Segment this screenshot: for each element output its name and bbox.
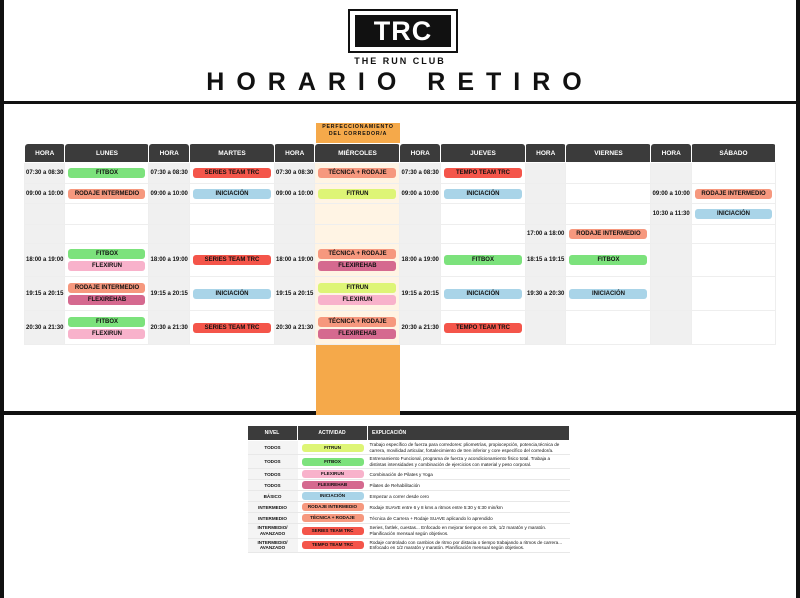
legend-actividad bbox=[298, 469, 368, 480]
wednesday-note: PERFECCIONAMIENTO DEL CORREDOR/A bbox=[322, 124, 394, 137]
class-cell bbox=[315, 277, 400, 311]
class-cell bbox=[65, 311, 149, 345]
legend-nivel: INTERMEDIO/ AVANZADO bbox=[248, 524, 298, 538]
class-cell bbox=[691, 204, 775, 225]
class-cell bbox=[566, 204, 651, 225]
class-cell bbox=[65, 204, 149, 225]
class-pill-flexirehab[interactable]: FLEXIREHAB bbox=[318, 261, 396, 271]
activity-pill-flexirehab: FLEXIREHAB bbox=[302, 481, 364, 489]
time-cell: 09:00 a 10:00 bbox=[274, 183, 314, 204]
time-cell: 18:00 a 19:00 bbox=[400, 243, 440, 277]
class-cell bbox=[189, 243, 274, 277]
class-cell bbox=[691, 243, 775, 277]
schedule-panel bbox=[4, 104, 796, 411]
col-header-hora: HORA bbox=[400, 144, 440, 163]
class-pill-series-team-trc[interactable]: SERIES TEAM TRC bbox=[193, 255, 271, 265]
schedule-row bbox=[25, 225, 776, 244]
time-cell bbox=[651, 163, 691, 184]
activity-pill-rodaje-intermedio: RODAJE INTERMEDIO bbox=[302, 503, 364, 511]
schedule-row bbox=[25, 204, 776, 225]
legend-actividad bbox=[298, 513, 368, 524]
class-pill-rodaje-intermedio[interactable]: RODAJE INTERMEDIO bbox=[569, 229, 647, 239]
legend-explicacion: Empezar a correr desde cero bbox=[368, 491, 570, 502]
class-cell bbox=[566, 225, 651, 244]
legend-row bbox=[248, 538, 570, 552]
class-pill-flexirun[interactable]: FLEXIRUN bbox=[318, 295, 396, 305]
legend-row bbox=[248, 455, 570, 469]
time-cell: 07:30 a 08:30 bbox=[274, 163, 314, 184]
time-cell: 18:15 a 19:15 bbox=[525, 243, 565, 277]
class-pill-tecnica-rodaje[interactable]: TÉCNICA + RODAJE bbox=[318, 168, 396, 178]
class-pill-iniciacion[interactable]: INICIACIÓN bbox=[193, 189, 271, 199]
legend-explicacion: Entrenamiento Funcional, programa de fuerza y acondicionamiento físico total. Trabaja a distintas intensidades y combinación de ejercicios con material y peso corporal. bbox=[368, 455, 570, 469]
col-header-sabado: SÁBADO bbox=[691, 144, 775, 163]
activity-pill-series-team-trc: SERIES TEAM TRC bbox=[302, 527, 364, 535]
time-cell bbox=[400, 204, 440, 225]
legend-header-explicacion: EXPLICACIÓN bbox=[368, 426, 570, 441]
time-cell: 07:30 a 08:30 bbox=[149, 163, 189, 184]
schedule-row bbox=[25, 163, 776, 184]
class-pill-flexirehab[interactable]: FLEXIREHAB bbox=[68, 295, 145, 305]
col-header-miercoles: MIÉRCOLES bbox=[315, 144, 400, 163]
class-pill-fitrun[interactable]: FITRUN bbox=[318, 189, 396, 199]
time-cell: 20:30 a 21:30 bbox=[149, 311, 189, 345]
class-cell bbox=[440, 311, 525, 345]
class-cell bbox=[315, 183, 400, 204]
col-header-viernes: VIERNES bbox=[566, 144, 651, 163]
class-pill-flexirun[interactable]: FLEXIRUN bbox=[68, 261, 145, 271]
legend-nivel: TODOS bbox=[248, 469, 298, 480]
class-cell bbox=[189, 204, 274, 225]
class-cell bbox=[65, 183, 149, 204]
time-cell bbox=[274, 225, 314, 244]
legend-explicacion: Pilates de Rehabilitación bbox=[368, 480, 570, 491]
class-pill-tecnica-rodaje[interactable]: TÉCNICA + RODAJE bbox=[318, 249, 396, 259]
schedule-row bbox=[25, 243, 776, 277]
class-cell bbox=[691, 277, 775, 311]
schedule-table bbox=[24, 143, 776, 345]
activity-pill-iniciacion: INICIACIÓN bbox=[302, 492, 364, 500]
legend-header-row bbox=[248, 426, 570, 441]
legend-row bbox=[248, 491, 570, 502]
class-pill-tempo-team-trc[interactable]: TEMPO TEAM TRC bbox=[444, 168, 522, 178]
page-title: HORARIO RETIRO bbox=[206, 68, 594, 96]
class-cell bbox=[566, 277, 651, 311]
time-cell bbox=[149, 204, 189, 225]
time-cell: 09:00 a 10:00 bbox=[25, 183, 65, 204]
time-cell: 19:15 a 20:15 bbox=[25, 277, 65, 311]
class-cell bbox=[315, 225, 400, 244]
class-cell bbox=[189, 277, 274, 311]
class-pill-rodaje-intermedio[interactable]: RODAJE INTERMEDIO bbox=[68, 283, 145, 293]
time-cell: 19:30 a 20:30 bbox=[525, 277, 565, 311]
class-cell bbox=[691, 311, 775, 345]
time-cell bbox=[525, 183, 565, 204]
class-cell bbox=[566, 311, 651, 345]
class-cell bbox=[315, 204, 400, 225]
legend-nivel: INTERMEDIO/ AVANZADO bbox=[248, 538, 298, 552]
legend-table bbox=[247, 425, 570, 553]
legend-nivel: TODOS bbox=[248, 480, 298, 491]
class-cell bbox=[440, 225, 525, 244]
class-pill-rodaje-intermedio[interactable]: RODAJE INTERMEDIO bbox=[695, 189, 772, 199]
legend-nivel: TODOS bbox=[248, 441, 298, 455]
legend-actividad bbox=[298, 441, 368, 455]
legend-row bbox=[248, 480, 570, 491]
time-cell: 19:15 a 20:15 bbox=[274, 277, 314, 311]
class-cell bbox=[440, 243, 525, 277]
class-cell bbox=[566, 183, 651, 204]
schedule-row bbox=[25, 311, 776, 345]
time-cell: 09:00 a 10:00 bbox=[149, 183, 189, 204]
time-cell: 09:00 a 10:00 bbox=[651, 183, 691, 204]
class-pill-tempo-team-trc[interactable]: TEMPO TEAM TRC bbox=[444, 323, 522, 333]
class-pill-iniciacion[interactable]: INICIACIÓN bbox=[444, 189, 522, 199]
time-cell bbox=[400, 225, 440, 244]
legend-nivel: TODOS bbox=[248, 455, 298, 469]
time-cell: 20:30 a 21:30 bbox=[25, 311, 65, 345]
class-cell bbox=[440, 163, 525, 184]
class-cell bbox=[315, 163, 400, 184]
time-cell bbox=[525, 204, 565, 225]
time-cell bbox=[525, 163, 565, 184]
class-cell bbox=[691, 163, 775, 184]
time-cell: 19:15 a 20:15 bbox=[149, 277, 189, 311]
legend-actividad bbox=[298, 538, 368, 552]
time-cell bbox=[25, 225, 65, 244]
class-pill-fitrun[interactable]: FITRUN bbox=[318, 283, 396, 293]
class-cell bbox=[691, 183, 775, 204]
schedule-row bbox=[25, 277, 776, 311]
time-cell: 18:00 a 19:00 bbox=[149, 243, 189, 277]
class-cell bbox=[566, 243, 651, 277]
legend-explicacion: Rodaje controlado con cambios de ritmo por distacia o tiempo trabajando a ritmos de carrera... Enfocado en 1/2 maratón y maratón. Planificación mensual según objetivos. bbox=[368, 538, 570, 552]
class-pill-fitbox[interactable]: FITBOX bbox=[569, 255, 647, 265]
legend-panel bbox=[4, 415, 796, 598]
activity-pill-flexirun: FLEXIRUN bbox=[302, 470, 364, 478]
col-header-martes: MARTES bbox=[189, 144, 274, 163]
class-pill-iniciacion[interactable]: INICIACIÓN bbox=[444, 289, 522, 299]
class-pill-tecnica-rodaje[interactable]: TÉCNICA + RODAJE bbox=[318, 317, 396, 327]
schedule-header-row bbox=[25, 144, 776, 163]
time-cell: 10:30 a 11:30 bbox=[651, 204, 691, 225]
class-pill-series-team-trc[interactable]: SERIES TEAM TRC bbox=[193, 323, 271, 333]
col-header-lunes: LUNES bbox=[65, 144, 149, 163]
class-pill-flexirun[interactable]: FLEXIRUN bbox=[68, 329, 145, 339]
legend-header-actividad: ACTIVIDAD bbox=[298, 426, 368, 441]
class-pill-iniciacion[interactable]: INICIACIÓN bbox=[569, 289, 647, 299]
time-cell: 09:00 a 10:00 bbox=[400, 183, 440, 204]
legend-actividad bbox=[298, 524, 368, 538]
class-cell bbox=[189, 183, 274, 204]
time-cell: 07:30 a 08:30 bbox=[400, 163, 440, 184]
legend-explicacion: Técnica de Carrera + Rodaje SUAVE aplicando lo aprendido bbox=[368, 513, 570, 524]
class-pill-iniciacion[interactable]: INICIACIÓN bbox=[695, 209, 772, 219]
time-cell: 17:00 a 18:00 bbox=[525, 225, 565, 244]
time-cell: 19:15 a 20:15 bbox=[400, 277, 440, 311]
time-cell bbox=[274, 204, 314, 225]
time-cell bbox=[525, 311, 565, 345]
time-cell: 20:30 a 21:30 bbox=[274, 311, 314, 345]
col-header-hora: HORA bbox=[651, 144, 691, 163]
col-header-hora: HORA bbox=[525, 144, 565, 163]
legend-actividad bbox=[298, 455, 368, 469]
class-cell bbox=[566, 163, 651, 184]
activity-pill-tempo-team-trc: TEMPO TEAM TRC bbox=[302, 541, 364, 549]
legend-actividad bbox=[298, 491, 368, 502]
logo-subtitle: THE RUN CLUB bbox=[354, 56, 446, 66]
class-cell bbox=[65, 243, 149, 277]
activity-pill-tecnica-rodaje: TÉCNICA + RODAJE bbox=[302, 514, 364, 522]
class-cell bbox=[691, 225, 775, 244]
class-pill-fitbox[interactable]: FITBOX bbox=[68, 168, 145, 178]
time-cell: 18:00 a 19:00 bbox=[25, 243, 65, 277]
col-header-hora: HORA bbox=[25, 144, 65, 163]
logo-text: TRC bbox=[355, 15, 451, 47]
class-cell bbox=[189, 163, 274, 184]
time-cell: 07:30 a 08:30 bbox=[25, 163, 65, 184]
class-cell bbox=[440, 204, 525, 225]
legend-explicacion: Combinación de Pilates y Yoga bbox=[368, 469, 570, 480]
class-cell bbox=[440, 183, 525, 204]
trc-logo bbox=[348, 9, 458, 53]
class-cell bbox=[315, 311, 400, 345]
legend-row bbox=[248, 441, 570, 455]
col-header-jueves: JUEVES bbox=[440, 144, 525, 163]
class-cell bbox=[65, 163, 149, 184]
time-cell: 20:30 a 21:30 bbox=[400, 311, 440, 345]
time-cell bbox=[651, 311, 691, 345]
legend-nivel: BÁSICO bbox=[248, 491, 298, 502]
class-cell bbox=[315, 243, 400, 277]
legend-row bbox=[248, 524, 570, 538]
legend-row bbox=[248, 469, 570, 480]
class-pill-fitbox[interactable]: FITBOX bbox=[68, 317, 145, 327]
legend-row bbox=[248, 513, 570, 524]
class-cell bbox=[189, 311, 274, 345]
time-cell bbox=[25, 204, 65, 225]
col-header-hora: HORA bbox=[149, 144, 189, 163]
legend-nivel: INTERMEDIO bbox=[248, 513, 298, 524]
time-cell bbox=[651, 277, 691, 311]
class-pill-flexirehab[interactable]: FLEXIREHAB bbox=[318, 329, 396, 339]
legend-explicacion: Trabajo específico de fuerza para corredores: pliometrías, propiocepción, potencia,técnica de carrera, movilidad articular, fortalecimiento de tren inferior y core específico del corredor/a. bbox=[368, 441, 570, 455]
class-cell bbox=[65, 225, 149, 244]
time-cell: 18:00 a 19:00 bbox=[274, 243, 314, 277]
activity-pill-fitrun: FITRUN bbox=[302, 444, 364, 452]
time-cell bbox=[651, 225, 691, 244]
class-pill-fitbox[interactable]: FITBOX bbox=[68, 249, 145, 259]
time-cell bbox=[651, 243, 691, 277]
class-cell bbox=[189, 225, 274, 244]
time-cell bbox=[149, 225, 189, 244]
legend-explicacion: Series, fartlek, cuestas... Enfocado en mejorar tiempos en 10k, 1/2 maratón y maratón. Planificación mensual según objetivos. bbox=[368, 524, 570, 538]
legend-explicacion: Rodaje SUAVE entre 6 y 8 kms a ritmos entre 5:30 y 6:30 min/km bbox=[368, 502, 570, 513]
class-pill-series-team-trc[interactable]: SERIES TEAM TRC bbox=[193, 168, 271, 178]
col-header-hora: HORA bbox=[274, 144, 314, 163]
class-cell bbox=[440, 277, 525, 311]
header-panel bbox=[4, 0, 796, 101]
activity-pill-fitbox: FITBOX bbox=[302, 458, 364, 466]
legend-nivel: INTERMEDIO bbox=[248, 502, 298, 513]
class-pill-rodaje-intermedio[interactable]: RODAJE INTERMEDIO bbox=[68, 189, 145, 199]
class-cell bbox=[65, 277, 149, 311]
schedule-row bbox=[25, 183, 776, 204]
class-pill-iniciacion[interactable]: INICIACIÓN bbox=[193, 289, 271, 299]
legend-actividad bbox=[298, 480, 368, 491]
legend-header-nivel: NIVEL bbox=[248, 426, 298, 441]
legend-row bbox=[248, 502, 570, 513]
legend-actividad bbox=[298, 502, 368, 513]
class-pill-fitbox[interactable]: FITBOX bbox=[444, 255, 522, 265]
